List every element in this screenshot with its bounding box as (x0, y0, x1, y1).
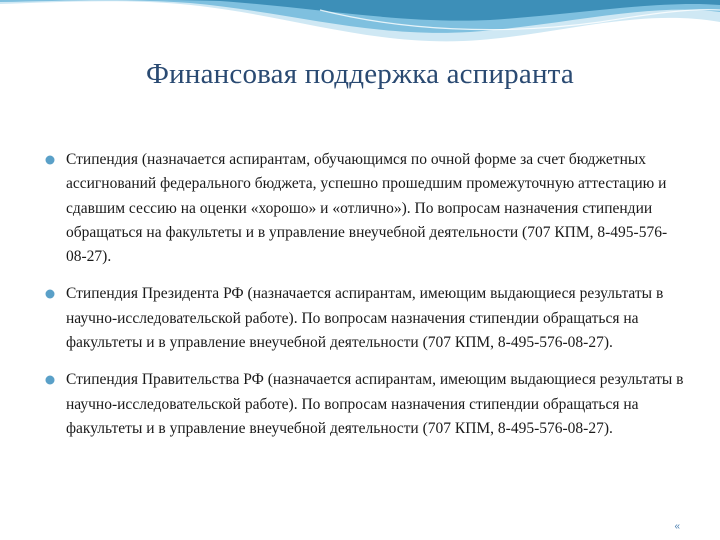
header-wave-decoration (0, 0, 720, 60)
bullet-item-government-scholarship (44, 368, 684, 441)
bullet-list (44, 148, 684, 454)
bullet-text: Стипендия Правительства РФ (назначается аспирантам, имеющим выдающиеся результаты в научно-исследовательской работе). По вопросам назначения стипендии обращаться на факультеты и в управление внеучебной деятельности (707 КПМ, 8-495-576-08-27). (66, 371, 684, 437)
bullet-text: Стипендия Президента РФ (назначается аспирантам, имеющим выдающиеся результаты в научно-исследовательской работе). По вопросам назначения стипендии обращаться на факультеты и в управление внеучебной деятельности (707 КПМ, 8-495-576-08-27). (66, 285, 664, 352)
bullet-item-president-scholarship (44, 282, 684, 355)
bullet-icon (45, 375, 55, 385)
bullet-icon (45, 289, 55, 299)
bullet-icon (45, 155, 55, 165)
bullet-item-scholarship (44, 148, 684, 269)
slide-title: Финансовая поддержка аспиранта (146, 58, 574, 90)
slide-number: « (674, 521, 680, 532)
bullet-text: Стипендия (назначается аспирантам, обучающимся по очной форме за счет бюджетных ассигнований федерального бюджета, успешно прошедшим промежуточную аттестацию и сдавшим сессию на оценки «хорошо» и «отлично»). По вопросам назначения стипендии обращаться на факультеты и в управление внеучебной деятельности (707 КПМ, 8-495-576-08-27). (66, 151, 668, 266)
